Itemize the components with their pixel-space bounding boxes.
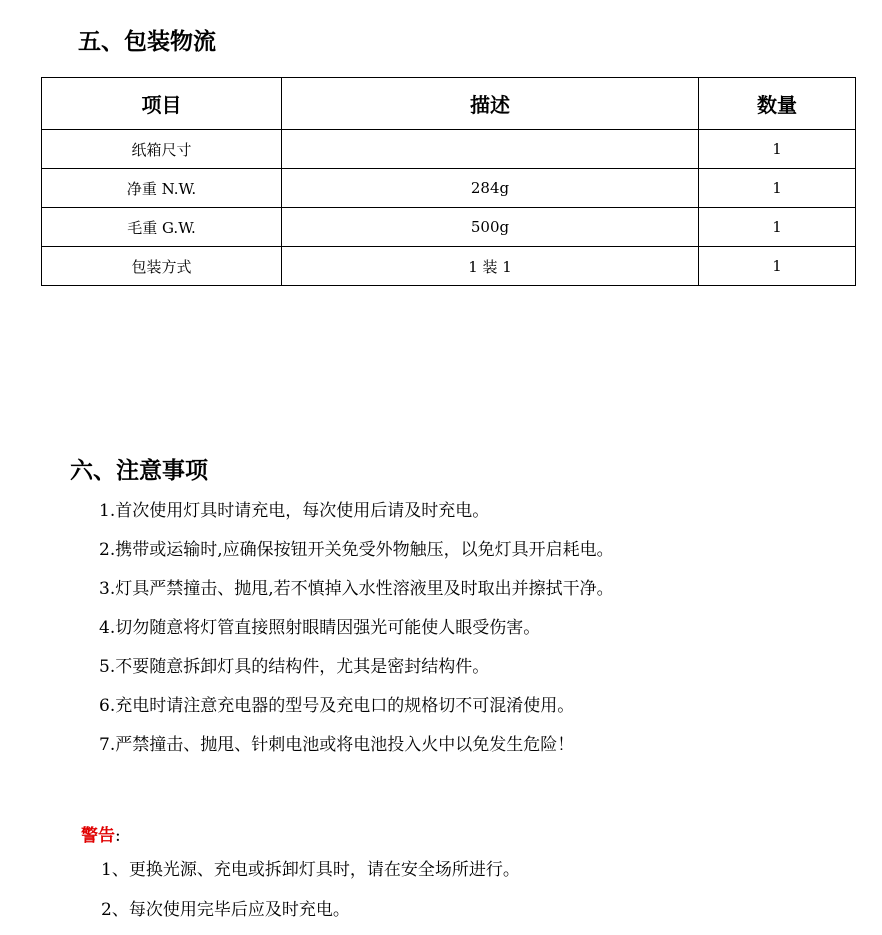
list-item: 2、每次使用完毕后应及时充电。 <box>101 900 350 920</box>
cell-item: 净重 N.W. <box>42 169 282 208</box>
list-item: 3.灯具严禁撞击、抛甩,若不慎掉入水性溶液里及时取出并擦拭干净。 <box>99 579 614 599</box>
cell-quantity: 1 <box>699 169 856 208</box>
cell-description: 500g <box>282 208 699 247</box>
cell-item: 纸箱尺寸 <box>42 130 282 169</box>
list-item: 6.充电时请注意充电器的型号及充电口的规格切不可混淆使用。 <box>99 696 575 716</box>
header-description: 描述 <box>282 78 699 130</box>
packaging-table <box>41 77 856 286</box>
table-row <box>42 247 856 286</box>
table-row <box>42 169 856 208</box>
section-title-notes: 六、注意事项 <box>70 457 208 484</box>
table-header-row <box>42 78 856 130</box>
list-item: 1.首次使用灯具时请充电，每次使用后请及时充电。 <box>99 501 490 521</box>
cell-item: 毛重 G.W. <box>42 208 282 247</box>
cell-description: 284g <box>282 169 699 208</box>
list-item: 2.携带或运输时,应确保按钮开关免受外物触压，以免灯具开启耗电。 <box>99 540 614 560</box>
list-item: 4.切勿随意将灯管直接照射眼睛因强光可能使人眼受伤害。 <box>99 618 541 638</box>
cell-quantity: 1 <box>699 130 856 169</box>
cell-description <box>282 130 699 169</box>
cell-quantity: 1 <box>699 247 856 286</box>
table-row <box>42 208 856 247</box>
list-item: 1、更换光源、充电或拆卸灯具时，请在安全场所进行。 <box>101 860 520 880</box>
header-quantity: 数量 <box>699 78 856 130</box>
table-row <box>42 130 856 169</box>
warning-colon: : <box>115 826 121 846</box>
notes-list <box>99 496 614 769</box>
warning-label: 警告 <box>81 826 115 846</box>
cell-description: 1 装 1 <box>282 247 699 286</box>
cell-item: 包装方式 <box>42 247 282 286</box>
cell-quantity: 1 <box>699 208 856 247</box>
list-item: 7.严禁撞击、抛甩、针刺电池或将电池投入火中以免发生危险！ <box>99 735 575 755</box>
list-item: 5.不要随意拆卸灯具的结构件，尤其是密封结构件。 <box>99 657 490 677</box>
header-item: 项目 <box>42 78 282 130</box>
warning-heading <box>81 823 121 849</box>
warning-list <box>101 855 520 935</box>
section-title-packaging: 五、包装物流 <box>78 28 216 55</box>
